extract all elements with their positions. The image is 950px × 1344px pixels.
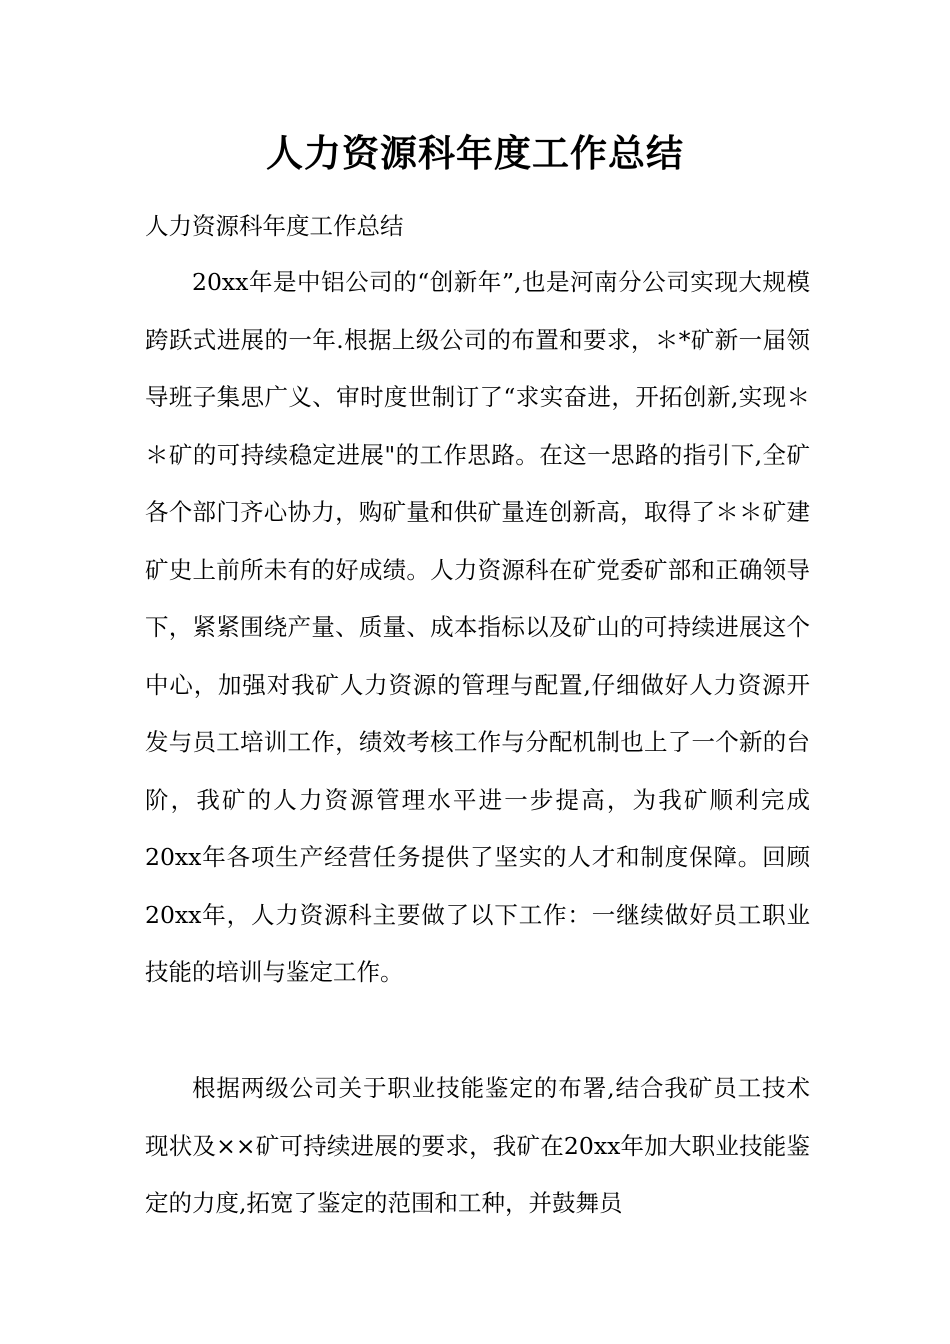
document-title: 人力资源科年度工作总结 bbox=[266, 131, 684, 175]
body-paragraph-2: 根据两级公司关于职业技能鉴定的布署,结合我矿员工技术现状及××矿可持续进展的要求，我矿在20xx年加大职业技能鉴定的力度,拓宽了鉴定的范围和工种，并鼓舞员 bbox=[145, 1074, 810, 1217]
body-paragraph-1: 20xx年是中铝公司的“创新年”,也是河南分公司实现大规模跨跃式进展的一年.根据上级公司的布置和要求，＊*矿新一届领导班子集思广义、审时度世制订了“求实奋进，开拓创新,实现＊＊矿的可持续稳定进展"的工作思路。在这一思路的指引下,全矿各个部门齐心协力，购矿量和供矿量连创新高，取得了＊＊矿建矿史上前所未有的好成绩。人力资源科在矿党委矿部和正确领导下，紧紧围绕产量、质量、成本指标以及矿山的可持续进展这个中心，加强对我矿人力资源的管理与配置,仔细做好人力资源开发与员工培训工作，绩效考核工作与分配机制也上了一个新的台阶，我矿的人力资源管理水平进一步提高，为我矿顺利完成20xx年各项生产经营任务提供了坚实的人才和制度保障。回顾20xx年，人力资源科主要做了以下工作：一继续做好员工职业技能的培训与鉴定工作。 bbox=[145, 268, 810, 986]
document-subtitle: 人力资源科年度工作总结 bbox=[145, 212, 404, 240]
